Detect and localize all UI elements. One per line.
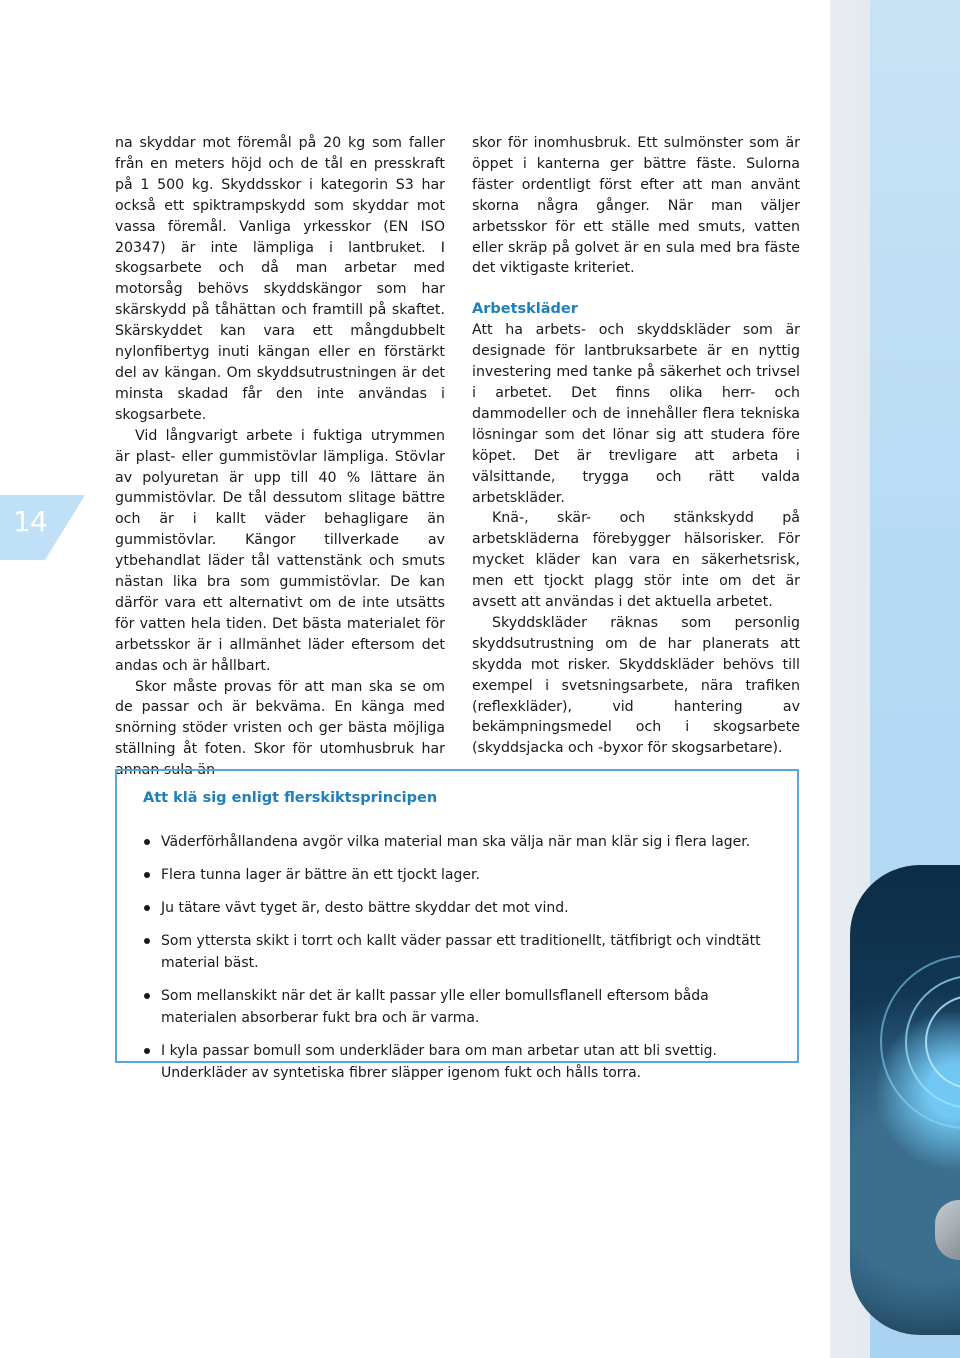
paragraph: Vid långvarigt arbete i fuktiga utrymmen är plast- eller gummistövlar lämpliga. Stövlar av polyuretan är upp till 40 % lättare än gummistövlar. De tål dessutom slitage bättre och är i kallt väder behagligare än gummistövlar. Kängor tillverkade av ytbehandlat läder tål vattenstänk och smuts nästan lika bra som gummistövlar. De kan därför vara ett alternativt om de inte utsätts för vatten hela tiden. Det bästa materialet för arbetsskor är i allmänhet läder eftersom det andas och är hållbart.: [115, 427, 445, 674]
bullet-icon: [144, 1048, 150, 1054]
paragraph: Skor måste provas för att man ska se om de passar och är bekväma. En känga med snörning stöder vristen och ger bästa möjliga ställning åt foten. Skor för utomhusbruk har annan sula än: [115, 678, 445, 779]
list-item: [143, 864, 773, 886]
bullet-icon: [144, 993, 150, 999]
paragraph: Att ha arbets- och skyddskläder som är designade för lantbruksarbete är en nyttig investering med tanke på säkerhet och trivsel i arbetet. Det finns olika herr- och dammodeller och de innehåller flera tekniska lösningar som det lönar sig att studera före köpet. Det är trevligare att arbeta i välsittande, trygga och rätt valda arbetskläder.: [472, 322, 800, 506]
bullet-icon: [144, 839, 150, 845]
photo-knob: [935, 1200, 960, 1260]
list-item-text: Som mellanskikt när det är kallt passar ylle eller bomullsflanell eftersom båda materialen absorberar fukt bra och är varma.: [161, 988, 709, 1026]
paragraph: Skyddskläder räknas som personlig skyddsutrustning om de har planerats att skydda mot risker. Skyddskläder behövs till exempel i svetsningsarbete, nära trafiken (reflexkläder), vid hantering av bekämpningsmedel och i skogsarbete (skyddsjacka och -byxor för skogsarbetare).: [472, 614, 800, 757]
bullet-icon: [144, 905, 150, 911]
list-item-text: Flera tunna lager är bättre än ett tjockt lager.: [161, 867, 480, 883]
right-column: [472, 133, 800, 759]
list-item: [143, 897, 773, 919]
list-item-text: I kyla passar bomull som underkläder bara om man arbetar utan att bli svettig. Underkläder av syntetiska fibrer släpper igenom fukt och hålls torra.: [161, 1043, 717, 1081]
info-box: [115, 769, 799, 1081]
paragraph: na skyddar mot föremål på 20 kg som faller från en meters höjd och de tål en presskraft på 1 500 kg. Skyddsskor i kategorin S3 har också ett spiktrampskydd som skyddar mot vassa föremål. Vanliga yrkesskor (EN ISO 20347) är inte lämpliga i lantbruket. I skogsarbete och då man arbetar med motorsåg behövs skyddskängor som har skärskydd på tåhättan och framtill på skaftet. Skärskyddet kan vara ett mångdubbelt nylonfibertyg inuti kängan eller en förstärkt del av kängan. Om skyddsutrustningen är det minsta skadad får den inte användas i skogsarbete.: [115, 135, 445, 423]
list-item-text: Ju tätare vävt tyget är, desto bättre skyddar det mot vind.: [161, 900, 569, 916]
info-box-list: [143, 831, 773, 1095]
paragraph: Knä-, skär- och stänkskydd på arbetskläderna förebygger hälsorisker. För mycket kläder kan vara en säkerhetsrisk, men ett tjockt plagg stör inte om det är avsett att användas i det aktuella arbetet.: [472, 510, 800, 611]
bullet-icon: [144, 938, 150, 944]
page-number: 14: [13, 505, 47, 538]
list-item-text: Väderförhållandena avgör vilka material man ska välja när man klär sig i flera lager.: [161, 834, 751, 850]
section-heading: Arbetskläder: [472, 301, 578, 318]
list-item: [143, 985, 773, 1029]
list-item-text: Som yttersta skikt i torrt och kallt väder passar ett traditionellt, tätfibrigt och vindtätt material bäst.: [161, 933, 761, 971]
list-item: [143, 1040, 773, 1084]
paragraph: skor för inomhusbruk. Ett sulmönster som är öppet i kanterna ger bättre fäste. Sulorna fäster ordentligt först efter att man använt skorna några gånger. När man väljer arbetsskor för ett ställe med smuts, vatten eller skräp på golvet är en sula med bra fäste det viktigaste kriteriet.: [472, 135, 800, 277]
list-item: [143, 831, 773, 853]
side-photo: [850, 865, 960, 1335]
list-item: [143, 930, 773, 974]
info-box-title: Att klä sig enligt flerskiktsprincipen: [143, 790, 438, 806]
left-column: [115, 133, 445, 781]
bullet-icon: [144, 872, 150, 878]
